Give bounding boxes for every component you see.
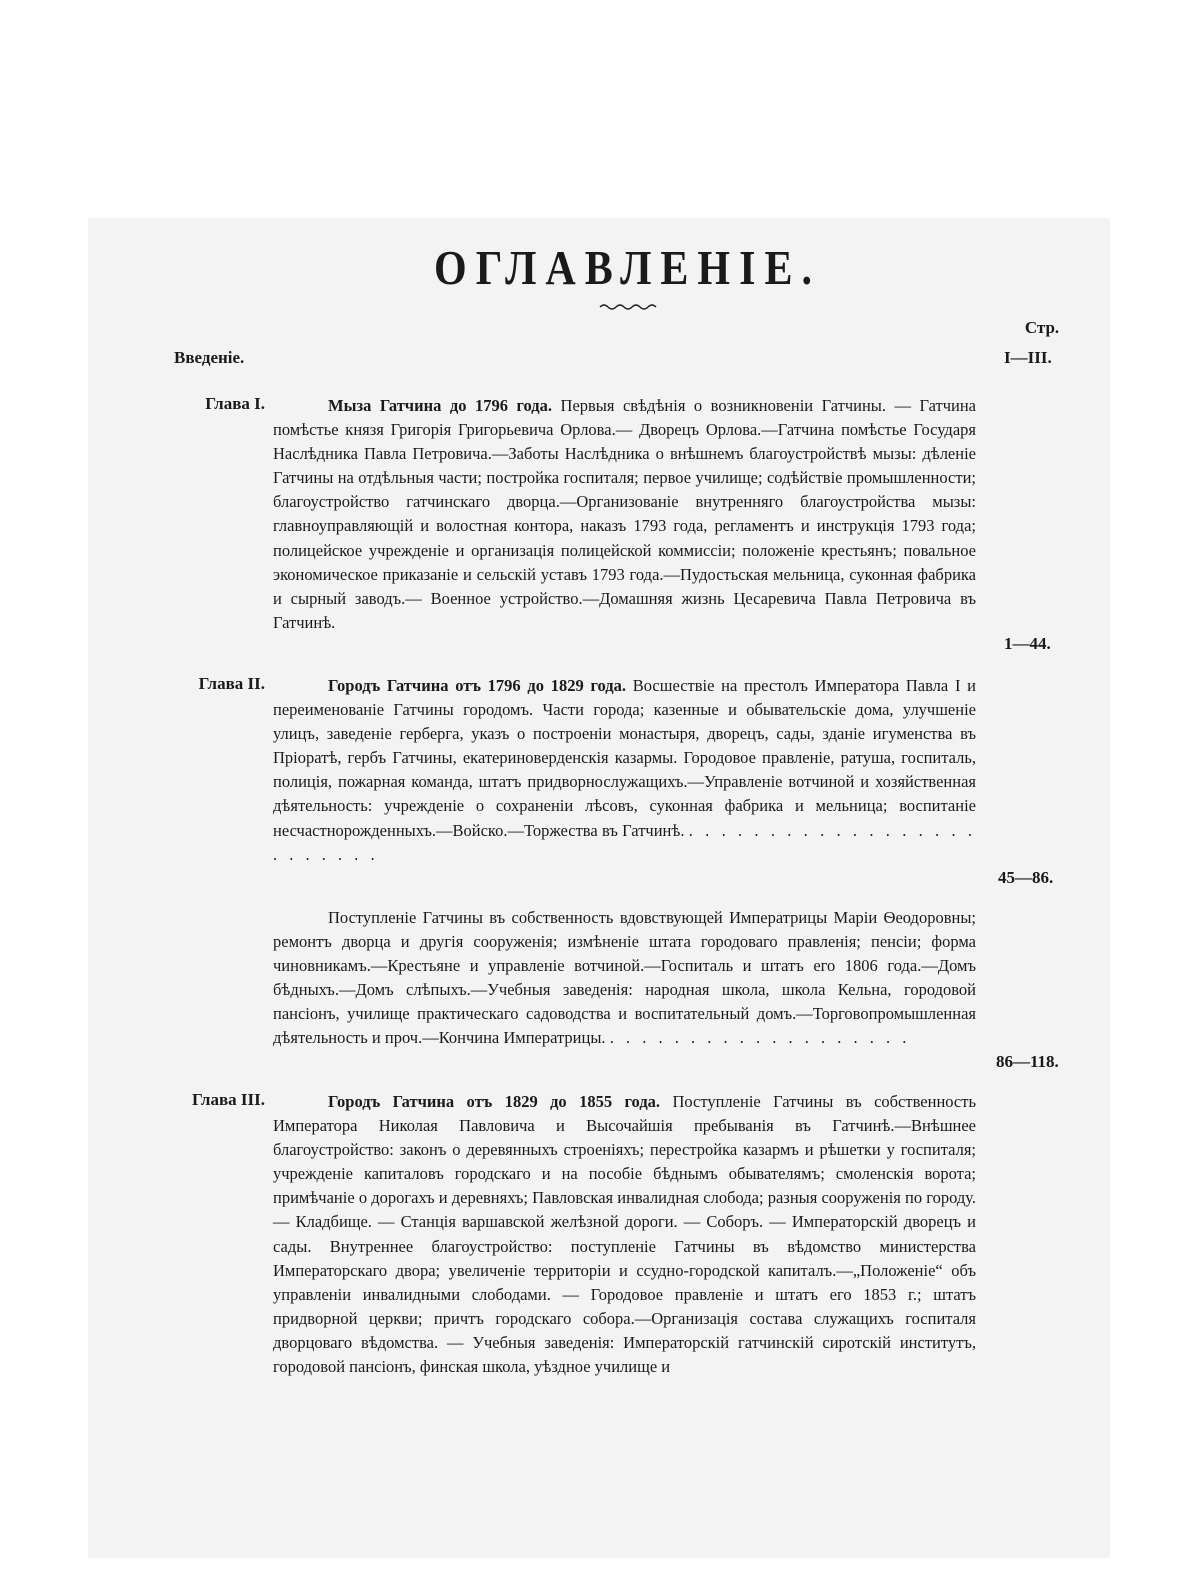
chapter-heading: Мыза Гатчина до 1796 года.: [328, 396, 553, 415]
page-column-header: Стр.: [1024, 318, 1060, 337]
chapter-text: [273, 1090, 976, 1379]
chapter-pages: 1—44.: [1004, 634, 1051, 653]
title-ornament: [598, 302, 658, 312]
chapter-pages: 86—118.: [996, 1052, 1059, 1071]
chapter-label: Глава III.: [192, 1090, 265, 1109]
chapter-heading: Городъ Гатчина отъ 1796 до 1829 года.: [328, 676, 627, 695]
chapter-description: Поступленіе Гатчины въ собственность вдовствующей Императрицы Маріи Ѳеодоровны; ремонтъ дворца и другія сооруженія; измѣненіе штата городоваго правленія; пенсіи; форма чиновникамъ.—Крестьяне и управленіе вотчиной.—Госпиталь и штатъ его 1806 года.—Домъ бѣдныхъ.—Домъ слѣпыхъ.—Учебныя заведенія: народная школа, школа Кельна, городовой пансіонъ, училище практическаго садоводства и воспитательный домъ.—Торговопромышленная дѣятельность и проч.—Кончина Императрицы.: [273, 908, 976, 1048]
dot-leader: . . . . . . . . . . . . . . . . . . .: [609, 1028, 911, 1048]
chapter-label: Глава I.: [205, 394, 265, 413]
intro-pages: I—III.: [1004, 348, 1052, 367]
chapter-text: [273, 674, 976, 867]
chapter-heading: Городъ Гатчина отъ 1829 до 1855 года.: [328, 1092, 661, 1111]
dot-leader: . . . . . . . . . . . . . . . . . . . . . . . . .: [273, 820, 976, 864]
chapter-label: Глава II.: [198, 674, 265, 693]
page-title: ОГЛАВЛЕНІЕ.: [434, 242, 821, 296]
chapter-description: Поступленіе Гатчины въ собственность Императора Николая Павловича и Высочайшія пребыванія въ Гатчинѣ.—Внѣшнее благоустройство: законъ о деревянныхъ строеніяхъ; перестройка казармъ и рѣшетки у госпиталя; учрежденіе капиталовъ городскаго и на пособіе бѣднымъ обывателямъ; смоленскія ворота; примѣчаніе о дорогахъ и деревняхъ; Павловская инвалидная слобода; разныя сооруженія по городу.— Кладбище. — Станція варшавской желѣзной дороги. — Соборъ. — Императорскій дворецъ и сады. Внутреннее благоустройство: поступленіе Гатчины въ вѣдомство министерства Императорскаго двора; увеличеніе территоріи и ссудно-городской капиталъ.—„Положеніе“ объ управленіи инвалидными слободами. — Городовое правленіе и штатъ его 1853 г.; штатъ придворной церкви; причтъ городскаго собора.—Организація состава служащихъ госпиталя дворцоваго вѣдомства. — Учебныя заведенія: Императорскій гатчинскій сиротскій институтъ, городовой пансіонъ, финская школа, уѣздное училище и: [273, 1092, 976, 1377]
chapter-text: [273, 906, 976, 1051]
chapter-description: Восшествіе на престолъ Императора Павла I и переименованіе Гатчины городомъ. Части города; казенные и обывательскіе дома, улучшеніе улицъ, заведеніе герберга, указъ о построеніи монастыря, дворецъ, сады, зданіе игуменства въ Пріоратѣ, гербъ Гатчины, екатериноверденскія казармы. Городовое правленіе, ратуша, госпиталь, полиція, пожарная команда, штатъ придворнослужащихъ.—Управленіе вотчиной и хозяйственная дѣятельность: учрежденіе о сохраненіи лѣсовъ, суконная фабрика и мельница; воспитаніе несчастнорожденныхъ.—Войско.—Торжества въ Гатчинѣ.: [273, 676, 977, 840]
chapter-description: Первыя свѣдѣнія о возникновеніи Гатчины. — Гатчина помѣстье князя Григорія Григорьевича Орлова.— Дворецъ Орлова.—Гатчина помѣстье Государя Наслѣдника Павла Петровича.—Заботы Наслѣдника о внѣшнемъ благоустройствѣ мызы: дѣленіе Гатчины на отдѣльныя части; постройка госпиталя; первое училище; содѣйствіе промышленности; благоустройство гатчинскаго дворца.—Организованіе внутренняго благоустройства мызы: главноуправляющій и волостная контора, наказъ 1793 года, регламентъ и инструкція 1793 года; полицейское учрежденіе и организація полицейской коммиссіи; положеніе крестьянъ; повальное экономическое приказаніе и сельскій уставъ 1793 года.—Пудостьская мельница, суконная фабрика и сырный заводъ.— Военное устройство.—Домашняя жизнь Цесаревича Павла Петровича въ Гатчинѣ.: [273, 396, 977, 632]
intro-label: Введеніе.: [174, 348, 245, 367]
chapter-text: [273, 394, 976, 635]
chapter-pages: 45—86.: [998, 868, 1054, 887]
